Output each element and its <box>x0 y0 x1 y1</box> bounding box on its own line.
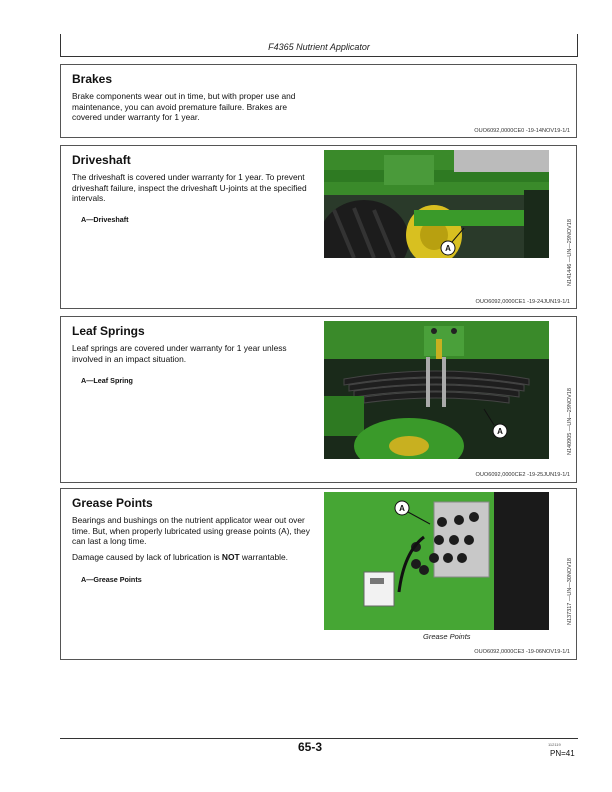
callout-label: A—Leaf Spring <box>81 376 133 385</box>
reference-code: OUO6092,0000CE2 -19-25JUN19-1/1 <box>475 472 570 478</box>
section-grease-points <box>60 488 577 660</box>
image-code: N141446 —UN—29NOV18 <box>567 219 573 286</box>
paragraph-text: warrantable. <box>239 551 289 562</box>
section-brakes <box>60 64 577 138</box>
section-body <box>72 515 320 567</box>
marker-a-label: A <box>399 504 405 513</box>
section-title: Brakes <box>72 72 113 86</box>
paragraph: Leaf springs are covered under warranty for 1 year unless involved in an impact situation. <box>72 343 287 364</box>
reference-code: OUO6092,0000CE3 -19-06NOV19-1/1 <box>474 649 570 655</box>
paragraph: Brake components wear out in time, but with proper use and maintenance, you can avoid premature failure. Brakes are covered under warranty for 1 year. <box>72 91 296 122</box>
callout-label: A—Driveshaft <box>81 215 129 224</box>
section-title: Leaf Springs <box>72 324 145 338</box>
reference-code: OUO6092,0000CE0 -19-14NOV19-1/1 <box>474 128 570 134</box>
page-number: 65-3 <box>297 740 323 754</box>
grease-points-photo <box>324 492 549 630</box>
section-body <box>72 91 317 128</box>
section-leaf-springs <box>60 316 577 483</box>
paragraph <box>72 552 320 563</box>
paragraph: Bearings and bushings on the nutrient applicator wear out over time. But, when properly lubricated using grease points (A), they can last a long time. <box>72 515 310 546</box>
page-header-title: F4365 Nutrient Applicator <box>268 42 370 52</box>
section-driveshaft <box>60 145 577 309</box>
paragraph: The driveshaft is covered under warranty for 1 year. To prevent driveshaft failure, inspect the driveshaft U-joints at the specified intervals. <box>72 172 307 203</box>
header-border-bottom <box>60 56 578 57</box>
image-code: N137317 —UN—30NOV18 <box>567 558 573 625</box>
leaf-spring-photo <box>324 321 549 459</box>
emphasis: NOT <box>221 551 240 562</box>
paragraph-text: Damage caused by lack of lubrication is <box>72 551 222 562</box>
callout-label: A—Grease Points <box>81 575 142 584</box>
section-body <box>72 343 317 369</box>
section-body <box>72 172 312 209</box>
image-caption: Grease Points <box>423 632 471 641</box>
marker-a-label: A <box>445 244 451 253</box>
pn-label: PN=41 <box>550 749 575 758</box>
footer-code: 112119 <box>548 742 561 747</box>
footer-divider <box>60 738 578 739</box>
driveshaft-photo <box>324 150 549 258</box>
section-title: Driveshaft <box>72 153 131 167</box>
marker-a-label: A <box>497 427 503 436</box>
image-code: N140905 —UN—29NOV18 <box>567 388 573 455</box>
section-title: Grease Points <box>72 496 153 510</box>
reference-code: OUO6092,0000CE1 -19-24JUN19-1/1 <box>475 299 570 305</box>
